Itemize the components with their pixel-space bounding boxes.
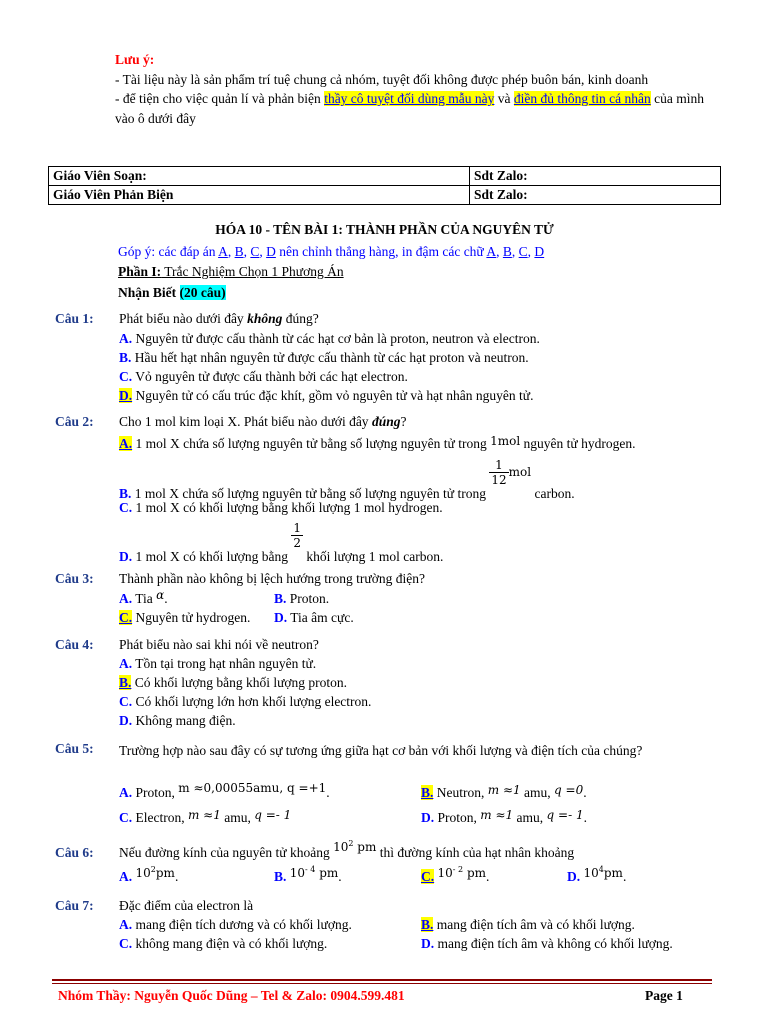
option-d[interactable]: D. mang điện tích âm và không có khối lượng. xyxy=(421,936,673,951)
option-c-correct[interactable]: C. Nguyên tử hydrogen. xyxy=(119,610,251,625)
option-a[interactable]: A. mang điện tích dương và có khối lượng. xyxy=(119,917,352,932)
question-stem: Phát biểu nào dưới đây không đúng? xyxy=(119,311,319,326)
option-d[interactable]: D. Không mang điện. xyxy=(119,713,236,728)
option-a[interactable]: A. Nguyên tử được cấu thành từ các hạt cơ bản là proton, neutron và electron. xyxy=(119,331,540,346)
note-line-1: - Tài liệu này là sản phẩm trí tuệ chung cả nhóm, tuyệt đối không được phép buôn bán, kinh doanh xyxy=(115,71,649,87)
question-number: Câu 6: xyxy=(55,845,94,860)
question-stem: Cho 1 mol kim loại X. Phát biểu nào dưới đây đúng? xyxy=(119,414,407,429)
option-d[interactable]: D. 1 mol X có khối lượng bằng $\frac{1}{2}$ khối lượng 1 mol carbon. xyxy=(119,521,444,564)
option-b-correct[interactable]: B. Có khối lượng bằng khối lượng proton. xyxy=(119,675,348,690)
question-stem: Nếu đường kính của nguyên tử khoảng $10^2$ pm thì đường kính của hạt nhân khoảng xyxy=(119,839,575,860)
note-highlight-2: điền đủ thông tin cá nhân xyxy=(513,91,651,106)
question-stem: Trường hợp nào sau đây có sự tương ứng giữa hạt cơ bản với khối lượng và điện tích của chúng? xyxy=(119,743,643,758)
option-b[interactable]: B. Proton. xyxy=(274,591,330,606)
note-highlight-1: thầy cô tuyệt đối dùng mẫu này xyxy=(324,91,495,106)
option-d-correct[interactable]: D. Nguyên tử có cấu trúc đặc khít, gồm vỏ nguyên tử và hạt nhân nguyên tử. xyxy=(119,388,534,403)
option-a[interactable]: A. Tia α. xyxy=(119,588,168,606)
question-number: Câu 5: xyxy=(55,741,94,756)
option-d[interactable]: D. $10^4pm$. xyxy=(567,865,627,884)
feedback-line: Góp ý: các đáp án A, B, C, D nên chỉnh thẳng hàng, in đậm các chữ A, B, C, D xyxy=(118,244,545,259)
fraction-1-12: $\frac{1}{12}$ xyxy=(491,458,507,487)
reviewer-zalo-label[interactable]: Sdt Zalo: xyxy=(470,186,721,205)
option-d[interactable]: D. Tia âm cực. xyxy=(274,610,354,625)
page-title: HÓA 10 - TÊN BÀI 1: THÀNH PHẦN CỦA NGUYÊN TỬ xyxy=(215,222,554,237)
option-b-correct[interactable]: B. mang điện tích âm và có khối lượng. xyxy=(421,917,635,932)
section-heading: Phần I: Trắc Nghiệm Chọn 1 Phương Án xyxy=(118,264,344,279)
option-a[interactable]: A. Proton, m ≈0,00055amu, q =+1. xyxy=(119,781,330,800)
question-number: Câu 7: xyxy=(55,898,94,913)
table-row xyxy=(49,167,721,186)
option-c[interactable]: C. không mang điện và có khối lượng. xyxy=(119,936,328,951)
question-number: Câu 4: xyxy=(55,637,94,652)
footer-contact: Nhóm Thầy: Nguyễn Quốc Dũng – Tel & Zalo: 0904.599.481 xyxy=(58,988,405,1003)
question-stem: Phát biểu nào sai khi nói về neutron? xyxy=(119,637,319,652)
note-heading: Lưu ý: xyxy=(115,52,155,67)
option-a-correct[interactable]: A. 1 mol X chứa số lượng nguyên tử bằng số lượng nguyên tử trong 1mol nguyên tử hydrogen. xyxy=(119,434,636,451)
option-c-correct[interactable]: C. $10^{- 2}$ pm. xyxy=(421,865,490,884)
question-stem: Thành phần nào không bị lệch hướng trong trường điện? xyxy=(119,571,425,586)
option-b[interactable]: B. $10^{- 4}$ pm. xyxy=(274,865,342,884)
option-d[interactable]: D. Proton, m ≈1 amu, q =- 1. xyxy=(421,808,587,825)
option-c[interactable]: C. 1 mol X có khối lượng bằng khối lượng 1 mol hydrogen. xyxy=(119,500,443,515)
author-label[interactable]: Giáo Viên Soạn: xyxy=(49,167,470,186)
footer-divider xyxy=(52,979,712,981)
question-number: Câu 2: xyxy=(55,414,94,429)
question-number: Câu 1: xyxy=(55,311,94,326)
note-block xyxy=(115,50,715,128)
author-zalo-label[interactable]: Sdt Zalo: xyxy=(470,167,721,186)
option-c[interactable]: C. Vỏ nguyên tử được cấu thành bởi các hạt electron. xyxy=(119,369,408,384)
question-number: Câu 3: xyxy=(55,571,94,586)
option-c[interactable]: C. Có khối lượng lớn hơn khối lượng electron. xyxy=(119,694,372,709)
question-stem: Đặc điểm của electron là xyxy=(119,898,254,913)
reviewer-label[interactable]: Giáo Viên Phản Biện xyxy=(49,186,470,205)
teacher-info-table xyxy=(48,166,721,205)
question-count-badge: (20 câu) xyxy=(179,285,226,300)
option-b[interactable]: B. 1 mol X chứa số lượng nguyên tử bằng số lượng nguyên tử trong $\frac{1}{12}$ mol carbon. xyxy=(119,458,575,501)
footer-divider-thin xyxy=(52,983,712,984)
option-a[interactable]: A. $10^2pm$. xyxy=(119,865,179,884)
note-line-2: - để tiện cho việc quản lí và phản biện thầy cô tuyệt đối dùng mẫu này và điền đủ thông tin cá nhân của mình vào ô dưới đây xyxy=(115,91,705,126)
option-b-correct[interactable]: B. Neutron, m ≈1 amu, q =0. xyxy=(421,783,587,800)
table-row xyxy=(49,186,721,205)
fraction-1-2: $\frac{1}{2}$ xyxy=(293,521,301,550)
option-c[interactable]: C. Electron, m ≈1 amu, q =- 1 xyxy=(119,808,292,825)
option-a[interactable]: A. Tồn tại trong hạt nhân nguyên tử. xyxy=(119,656,317,671)
page-number: Page 1 xyxy=(645,988,683,1003)
option-b[interactable]: B. Hầu hết hạt nhân nguyên tử được cấu thành từ các hạt proton và neutron. xyxy=(119,350,529,365)
level-heading: Nhận Biết (20 câu) xyxy=(118,285,226,300)
